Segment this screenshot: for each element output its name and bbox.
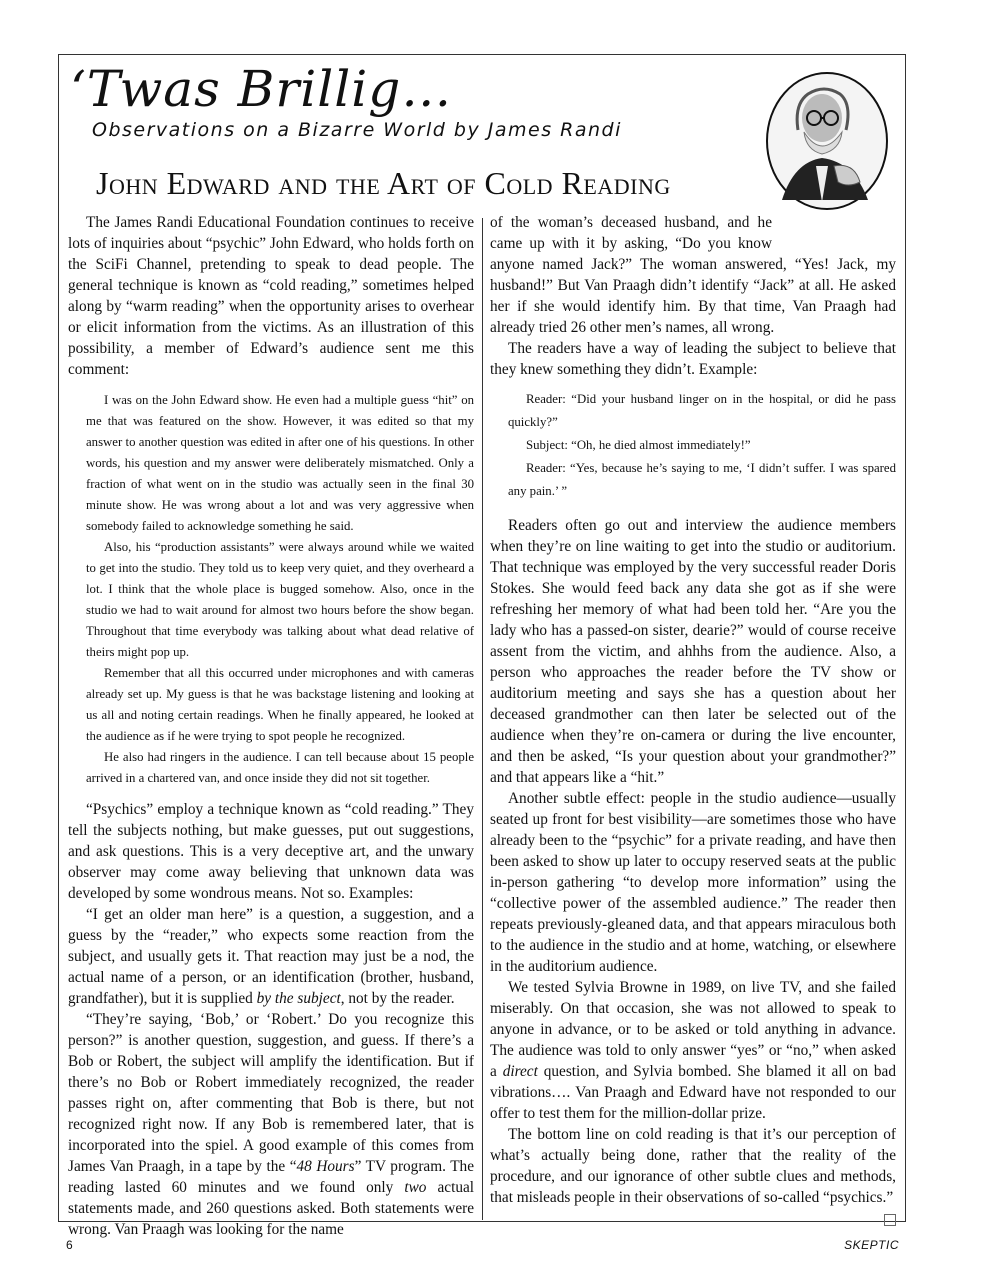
paragraph: The James Randi Educational Foundation continues to receive lots of inquiries about “psychic” John Edward, who holds forth on the SciFi Channel, pretending to speak to dead people. The general technique is known as “cold reading,” sometimes helped along by “warm reading” when the opportunity arises to overhear or elicit information from the victims. As an illustration of this possibility, a member of Edward’s audience sent me this comment: <box>68 214 474 378</box>
text-run: “They’re saying, ‘Bob,’ or ‘Robert.’ Do you recognize this person?” is another question, suggestion, and guess. If there’s a Bob or Robert, the subject will amplify the identification. But if there’s no Bob or Robert immediately recognized, the reader passes right on, after commenting that Bob is there, but not recognized right now. If any Bob is remembered later, that is incorporated into the spiel. A good example of this comes from James Van Praagh, in a tape by the “ <box>68 1011 474 1175</box>
dialogue-line: Reader: “Yes, because he’s saying to me, ‘I didn’t suffer. I was spared any pain.’ ” <box>508 461 896 498</box>
text-run: actual statements made, and 260 questions asked. Both statements were wrong. Van Praagh was looking for the name <box>68 1179 475 1238</box>
text-run: question, and Sylvia bombed. She blamed it all on bad vibrations…. Van Praagh and Edward have not responded to our offer to test them for the million-dollar prize. <box>490 1063 896 1122</box>
quote-paragraph: Also, his “production assistants” were always around while we waited to get into the studio. They told us to keep very quiet, and they overheard a lot. I think that the whole place is bugged somehow. Also, once in the studio we had to wait around for almost two hours before the show began. Throughout that time everybody was talking about what dead relative of theirs might pop up. <box>86 540 474 659</box>
paragraph <box>490 977 896 1124</box>
emphasis: by the subject <box>256 990 341 1007</box>
page-number: 6 <box>66 1238 73 1252</box>
end-mark-icon <box>884 1214 896 1226</box>
dialogue-line: Reader: “Did your husband linger on in the hospital, or did he pass quickly?” <box>508 392 896 429</box>
column-title: ‘Twas Brillig… <box>70 60 453 118</box>
emphasis: two <box>404 1179 427 1196</box>
quote-paragraph: I was on the John Edward show. He even had a multiple guess “hit” on me that was featured on the show. However, it was edited so that my answer to another question was edited in after one of his questions. In other words, his question and my answer were deliberately mismatched. Only a fraction of what went on in the studio was actually seen in the final 30 minute show. He was wrong about a lot and was very aggressive when somebody failed to acknowledge something he said. <box>86 393 474 533</box>
right-column <box>490 212 896 1226</box>
article-headline: John Edward and the Art of Cold Reading <box>96 165 671 201</box>
left-column <box>68 212 474 1240</box>
emphasis: direct <box>502 1063 538 1080</box>
quote-paragraph: Remember that all this occurred under microphones and with cameras already set up. My guess is that he was backstage listening and looking at us all and noting certain readings. When he finally appeared, he looked at the audience as if he were trying to spot people he recognized. <box>86 666 474 743</box>
paragraph <box>68 1009 474 1240</box>
text-run: , not by the reader. <box>340 990 455 1007</box>
paragraph: The readers have a way of leading the subject to believe that they knew something they didn’t. Example: <box>490 340 896 378</box>
text-run: ” TV program. The reading lasted 60 minutes and we found only <box>68 1158 474 1196</box>
text-run: “I get an older man here” is a question, a suggestion, and a guess by the “reader,” who expects some reaction from the subject, and usually gets it. That reaction may just be a nod, the actual name of a person, or an identification (brother, husband, grandfather), but it is supplied <box>68 906 474 1007</box>
magazine-name: SKEPTIC <box>844 1238 899 1252</box>
paragraph: Readers often go out and interview the audience members when they’re on line waiting to get into the studio or auditorium. That technique was employed by the very successful reader Doris Stokes. She would feed back any data she got as if she were refreshing her memory of what had been told her. “Are you the lady who has a passed-on sister, dearie?” would of course receive assent from the victim, and ahhhs from the audience. Also, a person who approaches the reader before the TV show or auditorium meeting and says she has a question about her deceased grandmother can then later be selected out of the audience when they’re on-camera or during the live encounter, and then be asked, “Is your question about your grandmother?” and that appears like a “hit.” <box>490 517 896 786</box>
block-quote <box>86 390 474 789</box>
paragraph <box>68 904 474 1009</box>
column-divider <box>482 218 483 1220</box>
paragraph: Another subtle effect: people in the studio audience—usually seated up front for best visibility—are sometimes those who have already been to the “psychic” for a private reading, and have then been asked to show up later to occupy reserved seats at the public in-person gathering “to develop more information” using the “collective power of the assembled audience.” The reader then repeats previously-gleaned data, and that appears miraculous both to the audience in the studio and at home, watching, or elsewhere in the auditorium audience. <box>490 790 896 975</box>
quote-paragraph: He also had ringers in the audience. I can tell because about 15 people arrived in a chartered van, and once inside they did not sit together. <box>86 750 474 785</box>
paragraph: “Psychics” employ a technique known as “cold reading.” They tell the subjects nothing, but make guesses, put out suggestions, and ask questions. This is a very deceptive art, and the unwary observer may come away believing that unknown data was developed by some wondrous means. Not so. Examples: <box>68 801 474 902</box>
text-run: We tested Sylvia Browne in 1989, on live TV, and she failed miserably. On that occasion, she was not allowed to speak to anyone in advance, or to be asked or told anything in advance. The audience was told to only answer “yes” or “no,” when asked a <box>490 979 896 1080</box>
column-subtitle: Observations on a Bizarre World by James Randi <box>92 119 622 141</box>
emphasis: 48 Hours <box>296 1158 355 1175</box>
paragraph <box>490 1124 896 1208</box>
portrait-wrap-space <box>772 212 896 252</box>
paragraph: of the woman’s deceased husband, and he came up with it by asking, “Do you know anyone named Jack?” The woman answered, “Yes! Jack, my husband!” But Van Praagh didn’t identify “Jack” at all. He asked her if she would identify him. By that time, Van Praagh had already tried 26 other men’s names, all wrong. <box>490 214 896 336</box>
dialogue-line: Subject: “Oh, he died almost immediately!” <box>526 438 751 452</box>
example-dialogue <box>508 388 896 503</box>
text-run: The bottom line on cold reading is that it’s our perception of what’s actually being done, rather that the reality of the procedure, and our ignorance of other subtle clues and methods, that misleads people in their observations of so-called “psychics.” <box>490 1126 896 1206</box>
author-portrait <box>764 70 890 212</box>
